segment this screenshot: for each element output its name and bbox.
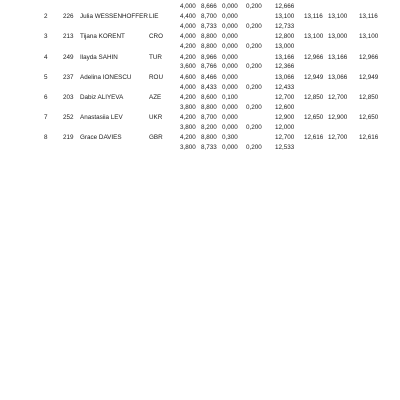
best-score: 12,700 <box>328 93 348 101</box>
penalty: 0,100 <box>222 93 238 101</box>
average-score: 12,850 <box>304 93 324 101</box>
d-score: 4,600 <box>180 73 196 81</box>
neutral-deduction: 0,200 <box>246 123 262 131</box>
vault-score: 13,166 <box>275 53 295 61</box>
d-score: 4,200 <box>180 134 196 142</box>
bib-number: 219 <box>63 134 74 142</box>
athlete-row <box>0 0 400 14</box>
vault-2-line <box>0 145 400 155</box>
vault-2-line <box>0 64 400 74</box>
penalty: 0,000 <box>222 123 238 131</box>
d-score: 3,800 <box>180 123 196 131</box>
e-score: 8,733 <box>201 22 217 30</box>
athlete-row <box>0 75 400 95</box>
average-score: 13,116 <box>304 13 323 21</box>
neutral-deduction: 0,200 <box>246 83 262 91</box>
e-score: 8,800 <box>201 103 217 111</box>
rank: 2 <box>44 13 48 21</box>
penalty: 0,000 <box>222 83 238 91</box>
vault-score: 12,000 <box>275 123 295 131</box>
penalty: 0,000 <box>222 2 238 10</box>
final-score: 12,616 <box>359 134 379 142</box>
bib-number: 252 <box>63 114 74 122</box>
best-score: 13,000 <box>328 33 348 41</box>
penalty: 0,000 <box>222 13 238 21</box>
neutral-deduction: 0,200 <box>246 2 262 10</box>
e-score: 8,666 <box>201 2 217 10</box>
d-score: 4,200 <box>180 93 196 101</box>
e-score: 8,433 <box>201 83 217 91</box>
penalty: 0,000 <box>222 144 238 152</box>
nation-code: GBR <box>149 134 163 142</box>
d-score: 3,800 <box>180 144 196 152</box>
d-score: 3,800 <box>180 103 196 111</box>
bib-number: 249 <box>63 53 74 61</box>
best-score: 13,166 <box>328 53 348 61</box>
rank: 6 <box>44 93 48 101</box>
rank: 5 <box>44 73 48 81</box>
rank: 7 <box>44 114 48 122</box>
average-score: 12,949 <box>304 73 324 81</box>
d-score: 4,200 <box>180 53 196 61</box>
vault-score: 12,433 <box>275 83 295 91</box>
e-score: 8,700 <box>201 114 217 122</box>
rank: 4 <box>44 53 48 61</box>
d-score: 4,200 <box>180 43 196 51</box>
average-score: 12,966 <box>304 53 324 61</box>
athlete-name: Anastasiia LEV <box>80 114 123 122</box>
final-score: 12,966 <box>359 53 379 61</box>
d-score: 3,600 <box>180 63 196 71</box>
athlete-name: Adelina IONESCU <box>80 73 132 81</box>
athlete-name: Grace DAVIES <box>80 134 122 142</box>
vault-score: 12,700 <box>275 93 295 101</box>
penalty: 0,000 <box>222 22 238 30</box>
e-score: 8,766 <box>201 63 217 71</box>
vault-1-line <box>0 75 400 85</box>
athlete-row <box>0 135 400 155</box>
neutral-deduction: 0,200 <box>246 103 262 111</box>
rank: 3 <box>44 33 48 41</box>
average-score: 13,100 <box>304 33 324 41</box>
best-score: 13,066 <box>328 73 348 81</box>
d-score: 4,000 <box>180 2 196 10</box>
vault-score: 12,700 <box>275 134 295 142</box>
bib-number: 203 <box>63 93 74 101</box>
final-score: 12,850 <box>359 93 379 101</box>
penalty: 0,000 <box>222 53 238 61</box>
nation-code: LIE <box>149 13 159 21</box>
d-score: 4,200 <box>180 114 196 122</box>
nation-code: CRO <box>149 33 163 41</box>
penalty: 0,000 <box>222 73 238 81</box>
average-score: 12,650 <box>304 114 324 122</box>
neutral-deduction: 0,200 <box>246 63 262 71</box>
vault-score: 12,666 <box>275 2 295 10</box>
athlete-row <box>0 34 400 54</box>
bib-number: 237 <box>63 73 74 81</box>
athlete-name: Julia WESSENHOFFER <box>80 13 148 21</box>
vault-score: 12,600 <box>275 103 295 111</box>
nation-code: TUR <box>149 53 162 61</box>
vault-score: 13,000 <box>275 43 295 51</box>
best-score: 12,700 <box>328 134 348 142</box>
d-score: 4,000 <box>180 83 196 91</box>
nation-code: AZE <box>149 93 162 101</box>
d-score: 4,400 <box>180 13 196 21</box>
vault-1-line <box>0 14 400 24</box>
penalty: 0,000 <box>222 63 238 71</box>
bib-number: 226 <box>63 13 74 21</box>
vault-score: 12,800 <box>275 33 295 41</box>
neutral-deduction: 0,200 <box>246 22 262 30</box>
athlete-name: Dabiz ALIYEVA <box>80 93 124 101</box>
best-score: 13,100 <box>328 13 348 21</box>
penalty: 0,000 <box>222 43 238 51</box>
results-table <box>0 0 400 156</box>
penalty: 0,000 <box>222 114 238 122</box>
best-score: 12,900 <box>328 114 348 122</box>
nation-code: UKR <box>149 114 163 122</box>
vault-1-line <box>0 34 400 44</box>
athlete-row <box>0 14 400 34</box>
final-score: 12,650 <box>359 114 379 122</box>
d-score: 4,000 <box>180 33 196 41</box>
vault-score: 12,533 <box>275 144 295 152</box>
penalty: 0,000 <box>222 103 238 111</box>
vault-score: 12,733 <box>275 22 295 30</box>
final-score: 12,949 <box>359 73 379 81</box>
athlete-name: Tijana KORENT <box>80 33 125 41</box>
e-score: 8,200 <box>201 123 217 131</box>
vault-1-line <box>0 115 400 125</box>
e-score: 8,800 <box>201 33 217 41</box>
athlete-row <box>0 95 400 115</box>
vault-score: 12,366 <box>275 63 295 71</box>
e-score: 8,800 <box>201 134 217 142</box>
vault-1-line <box>0 135 400 145</box>
vault-score: 13,100 <box>275 13 295 21</box>
e-score: 8,733 <box>201 144 217 152</box>
vault-1-line <box>0 55 400 65</box>
vault-score: 13,066 <box>275 73 295 81</box>
bib-number: 213 <box>63 33 74 41</box>
neutral-deduction: 0,200 <box>246 144 262 152</box>
athlete-row <box>0 115 400 135</box>
nation-code: ROU <box>149 73 163 81</box>
neutral-deduction: 0,200 <box>246 43 262 51</box>
e-score: 8,800 <box>201 43 217 51</box>
e-score: 8,966 <box>201 53 217 61</box>
athlete-row <box>0 55 400 75</box>
e-score: 8,600 <box>201 93 217 101</box>
penalty: 0,000 <box>222 33 238 41</box>
vault-1-line <box>0 95 400 105</box>
penalty: 0,300 <box>222 134 238 142</box>
d-score: 4,000 <box>180 22 196 30</box>
final-score: 13,100 <box>359 33 379 41</box>
final-score: 13,116 <box>359 13 378 21</box>
e-score: 8,466 <box>201 73 217 81</box>
e-score: 8,700 <box>201 13 217 21</box>
athlete-name: Ilayda SAHIN <box>80 53 118 61</box>
rank: 8 <box>44 134 48 142</box>
average-score: 12,616 <box>304 134 324 142</box>
vault-score: 12,900 <box>275 114 295 122</box>
vault-2-line <box>0 44 400 54</box>
